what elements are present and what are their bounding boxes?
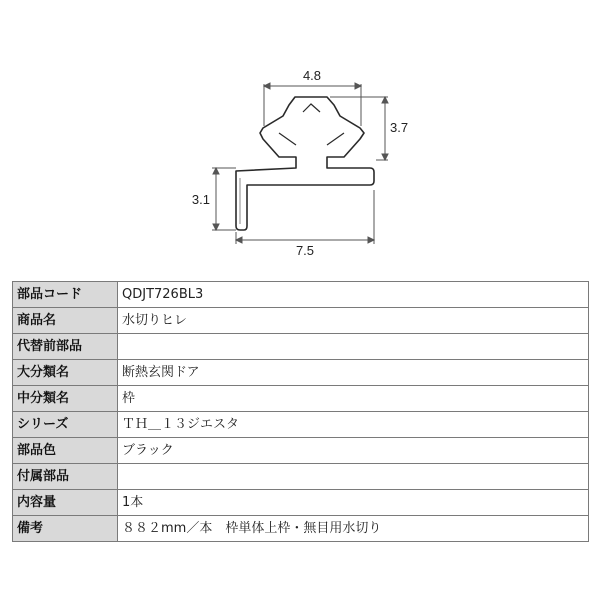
row-label: 部品コード (13, 282, 118, 308)
row-value: ブラック (118, 438, 589, 464)
row-label: 代替前部品 (13, 334, 118, 360)
table-row (13, 438, 589, 464)
weatherstrip-profile (236, 97, 374, 230)
row-value: 枠 (118, 386, 589, 412)
row-label: 備考 (13, 516, 118, 542)
row-label: 商品名 (13, 308, 118, 334)
row-value: ＴＨ＿１３ジエスタ (118, 412, 589, 438)
row-value: 1本 (118, 490, 589, 516)
spec-table (12, 281, 589, 542)
table-row (13, 412, 589, 438)
dimension-base-height (212, 168, 236, 230)
dim-label-base-height: 3.1 (191, 192, 210, 207)
dimension-total-width (236, 190, 374, 244)
dim-label-head-height: 3.7 (390, 120, 409, 135)
table-row (13, 386, 589, 412)
row-label: シリーズ (13, 412, 118, 438)
table-row (13, 334, 589, 360)
table-row (13, 490, 589, 516)
row-value (118, 464, 589, 490)
row-value: 水切りヒレ (118, 308, 589, 334)
dim-label-head-width: 4.8 (302, 68, 322, 83)
row-value: 断熱玄関ドア (118, 360, 589, 386)
row-label: 大分類名 (13, 360, 118, 386)
row-value: QDJT726BL3 (118, 282, 589, 308)
row-label: 内容量 (13, 490, 118, 516)
table-row (13, 516, 589, 542)
row-label: 付属部品 (13, 464, 118, 490)
row-value: ８８２mm／本 枠単体上枠・無目用水切り (118, 516, 589, 542)
table-row (13, 464, 589, 490)
row-label: 中分類名 (13, 386, 118, 412)
dimension-head-height (330, 97, 388, 160)
table-row (13, 308, 589, 334)
row-value (118, 334, 589, 360)
table-row (13, 282, 589, 308)
row-label: 部品色 (13, 438, 118, 464)
profile-barb-inner (279, 104, 344, 145)
profile-drawing (0, 0, 600, 270)
dim-label-total-width: 7.5 (295, 243, 315, 258)
table-row (13, 360, 589, 386)
